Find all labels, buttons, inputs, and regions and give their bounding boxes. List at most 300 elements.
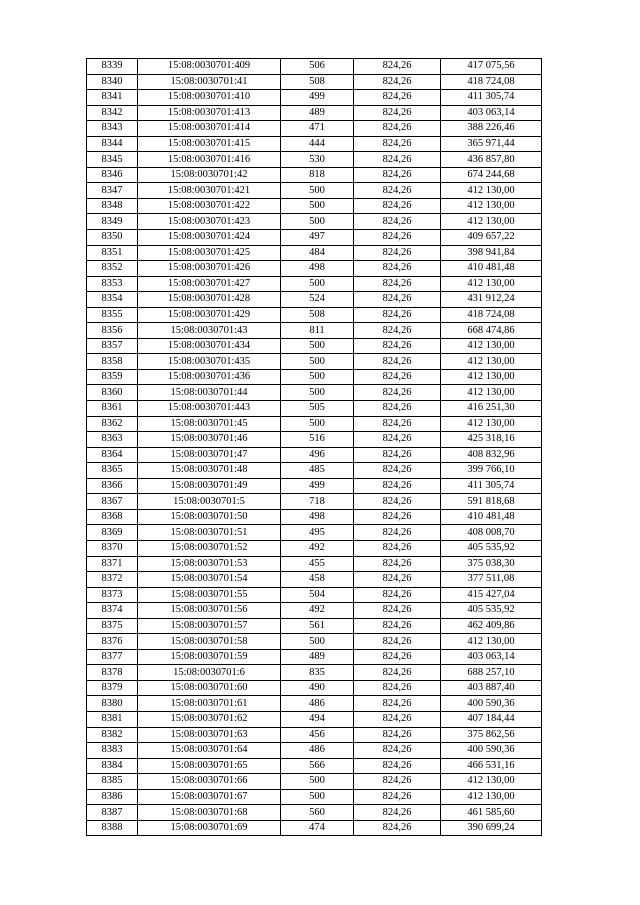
table-row	[87, 525, 542, 541]
cadastral-number-cell: 15:08:0030701:422	[138, 198, 281, 214]
table-row	[87, 711, 542, 727]
area-cell: 496	[281, 447, 354, 463]
rate-cell: 824,26	[354, 587, 441, 603]
area-cell: 492	[281, 540, 354, 556]
cadastral-number-cell: 15:08:0030701:62	[138, 711, 281, 727]
rate-cell: 824,26	[354, 121, 441, 137]
area-cell: 508	[281, 74, 354, 90]
cadastral-number-cell: 15:08:0030701:421	[138, 183, 281, 199]
rate-cell: 824,26	[354, 354, 441, 370]
row-number-cell: 8387	[87, 805, 138, 821]
table-row	[87, 478, 542, 494]
table-row	[87, 416, 542, 432]
table-row	[87, 245, 542, 261]
row-number-cell: 8339	[87, 59, 138, 75]
area-cell: 508	[281, 307, 354, 323]
cadastral-value-cell: 412 130,00	[441, 416, 542, 432]
cadastral-number-cell: 15:08:0030701:425	[138, 245, 281, 261]
cadastral-number-cell: 15:08:0030701:426	[138, 261, 281, 277]
cadastral-number-cell: 15:08:0030701:65	[138, 758, 281, 774]
cadastral-value-cell: 411 305,74	[441, 90, 542, 106]
cadastral-number-cell: 15:08:0030701:416	[138, 152, 281, 168]
cadastral-value-cell: 410 481,48	[441, 261, 542, 277]
rate-cell: 824,26	[354, 292, 441, 308]
table-row	[87, 509, 542, 525]
area-cell: 485	[281, 463, 354, 479]
cadastral-value-cell: 412 130,00	[441, 385, 542, 401]
table-row	[87, 292, 542, 308]
cadastral-value-cell: 405 535,92	[441, 603, 542, 619]
cadastral-value-cell: 390 699,24	[441, 820, 542, 836]
cadastral-value-cell: 436 857,80	[441, 152, 542, 168]
cadastral-number-cell: 15:08:0030701:50	[138, 509, 281, 525]
area-cell: 506	[281, 59, 354, 75]
cadastral-value-cell: 403 063,14	[441, 649, 542, 665]
area-cell: 471	[281, 121, 354, 137]
area-cell: 566	[281, 758, 354, 774]
rate-cell: 824,26	[354, 276, 441, 292]
table-row	[87, 90, 542, 106]
area-cell: 500	[281, 354, 354, 370]
area-cell: 497	[281, 230, 354, 246]
area-cell: 499	[281, 478, 354, 494]
row-number-cell: 8381	[87, 711, 138, 727]
cadastral-value-cell: 462 409,86	[441, 618, 542, 634]
cadastral-number-cell: 15:08:0030701:49	[138, 478, 281, 494]
row-number-cell: 8386	[87, 789, 138, 805]
table-row	[87, 59, 542, 75]
row-number-cell: 8370	[87, 540, 138, 556]
row-number-cell: 8352	[87, 261, 138, 277]
area-cell: 474	[281, 820, 354, 836]
area-cell: 500	[281, 416, 354, 432]
rate-cell: 824,26	[354, 711, 441, 727]
cadastral-number-cell: 15:08:0030701:67	[138, 789, 281, 805]
table-row	[87, 743, 542, 759]
cadastral-value-cell: 408 832,96	[441, 447, 542, 463]
area-cell: 530	[281, 152, 354, 168]
area-cell: 500	[281, 369, 354, 385]
rate-cell: 824,26	[354, 774, 441, 790]
table-row	[87, 820, 542, 836]
table-row	[87, 727, 542, 743]
cadastral-value-cell: 418 724,08	[441, 307, 542, 323]
area-cell: 811	[281, 323, 354, 339]
table-row	[87, 183, 542, 199]
area-cell: 516	[281, 432, 354, 448]
table-row	[87, 774, 542, 790]
cadastral-value-cell: 400 590,36	[441, 743, 542, 759]
row-number-cell: 8373	[87, 587, 138, 603]
cadastral-value-cell: 412 130,00	[441, 198, 542, 214]
row-number-cell: 8380	[87, 696, 138, 712]
area-cell: 486	[281, 696, 354, 712]
cadastral-number-cell: 15:08:0030701:413	[138, 105, 281, 121]
row-number-cell: 8365	[87, 463, 138, 479]
cadastral-number-cell: 15:08:0030701:6	[138, 665, 281, 681]
row-number-cell: 8344	[87, 136, 138, 152]
table-row	[87, 556, 542, 572]
cadastral-value-cell: 412 130,00	[441, 634, 542, 650]
cadastral-value-cell: 412 130,00	[441, 276, 542, 292]
cadastral-value-cell: 411 305,74	[441, 478, 542, 494]
row-number-cell: 8340	[87, 74, 138, 90]
row-number-cell: 8375	[87, 618, 138, 634]
cadastral-value-cell: 688 257,10	[441, 665, 542, 681]
area-cell: 561	[281, 618, 354, 634]
area-cell: 489	[281, 649, 354, 665]
row-number-cell: 8382	[87, 727, 138, 743]
table-row	[87, 105, 542, 121]
row-number-cell: 8347	[87, 183, 138, 199]
cadastral-value-cell: 408 008,70	[441, 525, 542, 541]
row-number-cell: 8376	[87, 634, 138, 650]
cadastral-value-cell: 412 130,00	[441, 183, 542, 199]
rate-cell: 824,26	[354, 540, 441, 556]
area-cell: 718	[281, 494, 354, 510]
row-number-cell: 8366	[87, 478, 138, 494]
rate-cell: 824,26	[354, 463, 441, 479]
cadastral-number-cell: 15:08:0030701:436	[138, 369, 281, 385]
area-cell: 489	[281, 105, 354, 121]
row-number-cell: 8372	[87, 572, 138, 588]
cadastral-number-cell: 15:08:0030701:427	[138, 276, 281, 292]
cadastral-number-cell: 15:08:0030701:59	[138, 649, 281, 665]
rate-cell: 824,26	[354, 105, 441, 121]
cadastral-number-cell: 15:08:0030701:410	[138, 90, 281, 106]
row-number-cell: 8368	[87, 509, 138, 525]
rate-cell: 824,26	[354, 820, 441, 836]
cadastral-value-cell: 410 481,48	[441, 509, 542, 525]
cadastral-value-cell: 425 318,16	[441, 432, 542, 448]
row-number-cell: 8354	[87, 292, 138, 308]
cadastral-number-cell: 15:08:0030701:41	[138, 74, 281, 90]
cadastral-value-cell: 409 657,22	[441, 230, 542, 246]
cadastral-number-cell: 15:08:0030701:56	[138, 603, 281, 619]
row-number-cell: 8353	[87, 276, 138, 292]
cadastral-value-cell: 412 130,00	[441, 214, 542, 230]
table-row	[87, 463, 542, 479]
cadastral-value-cell: 431 912,24	[441, 292, 542, 308]
rate-cell: 824,26	[354, 525, 441, 541]
cadastral-number-cell: 15:08:0030701:435	[138, 354, 281, 370]
table-row	[87, 136, 542, 152]
table-row	[87, 323, 542, 339]
row-number-cell: 8349	[87, 214, 138, 230]
row-number-cell: 8346	[87, 167, 138, 183]
table-row	[87, 276, 542, 292]
cadastral-value-cell: 674 244,68	[441, 167, 542, 183]
cadastral-number-cell: 15:08:0030701:53	[138, 556, 281, 572]
table-row	[87, 369, 542, 385]
cadastral-value-cell: 668 474,86	[441, 323, 542, 339]
area-cell: 458	[281, 572, 354, 588]
rate-cell: 824,26	[354, 789, 441, 805]
row-number-cell: 8359	[87, 369, 138, 385]
table-row	[87, 494, 542, 510]
table-row	[87, 649, 542, 665]
cadastral-value-cell: 412 130,00	[441, 354, 542, 370]
cadastral-value-cell: 377 511,08	[441, 572, 542, 588]
table-row	[87, 805, 542, 821]
rate-cell: 824,26	[354, 90, 441, 106]
row-number-cell: 8360	[87, 385, 138, 401]
cadastral-number-cell: 15:08:0030701:46	[138, 432, 281, 448]
row-number-cell: 8350	[87, 230, 138, 246]
area-cell: 500	[281, 214, 354, 230]
cadastral-value-cell: 466 531,16	[441, 758, 542, 774]
cadastral-value-cell: 375 862,56	[441, 727, 542, 743]
area-cell: 444	[281, 136, 354, 152]
area-cell: 492	[281, 603, 354, 619]
rate-cell: 824,26	[354, 416, 441, 432]
cadastral-number-cell: 15:08:0030701:428	[138, 292, 281, 308]
rate-cell: 824,26	[354, 743, 441, 759]
area-cell: 835	[281, 665, 354, 681]
area-cell: 456	[281, 727, 354, 743]
cadastral-number-cell: 15:08:0030701:68	[138, 805, 281, 821]
row-number-cell: 8358	[87, 354, 138, 370]
cadastral-number-cell: 15:08:0030701:47	[138, 447, 281, 463]
cadastral-number-cell: 15:08:0030701:64	[138, 743, 281, 759]
cadastral-number-cell: 15:08:0030701:43	[138, 323, 281, 339]
cadastral-value-cell: 415 427,04	[441, 587, 542, 603]
rate-cell: 824,26	[354, 572, 441, 588]
table-row	[87, 680, 542, 696]
rate-cell: 824,26	[354, 152, 441, 168]
cadastral-number-cell: 15:08:0030701:63	[138, 727, 281, 743]
cadastral-value-cell: 365 971,44	[441, 136, 542, 152]
table-row	[87, 354, 542, 370]
cadastral-value-cell: 388 226,46	[441, 121, 542, 137]
rate-cell: 824,26	[354, 167, 441, 183]
area-cell: 524	[281, 292, 354, 308]
area-cell: 560	[281, 805, 354, 821]
row-number-cell: 8363	[87, 432, 138, 448]
cadastral-number-cell: 15:08:0030701:54	[138, 572, 281, 588]
cadastral-value-cell: 418 724,08	[441, 74, 542, 90]
area-cell: 500	[281, 183, 354, 199]
rate-cell: 824,26	[354, 136, 441, 152]
rate-cell: 824,26	[354, 323, 441, 339]
row-number-cell: 8383	[87, 743, 138, 759]
area-cell: 486	[281, 743, 354, 759]
cadastral-value-cell: 412 130,00	[441, 369, 542, 385]
row-number-cell: 8384	[87, 758, 138, 774]
table-row	[87, 618, 542, 634]
rate-cell: 824,26	[354, 509, 441, 525]
rate-cell: 824,26	[354, 230, 441, 246]
rate-cell: 824,26	[354, 245, 441, 261]
table-row	[87, 540, 542, 556]
row-number-cell: 8378	[87, 665, 138, 681]
rate-cell: 824,26	[354, 665, 441, 681]
rate-cell: 824,26	[354, 696, 441, 712]
row-number-cell: 8356	[87, 323, 138, 339]
area-cell: 499	[281, 90, 354, 106]
table-row	[87, 230, 542, 246]
area-cell: 484	[281, 245, 354, 261]
cadastral-number-cell: 15:08:0030701:42	[138, 167, 281, 183]
table-row	[87, 572, 542, 588]
row-number-cell: 8367	[87, 494, 138, 510]
table-row	[87, 401, 542, 417]
area-cell: 498	[281, 261, 354, 277]
row-number-cell: 8342	[87, 105, 138, 121]
table-row	[87, 603, 542, 619]
row-number-cell: 8377	[87, 649, 138, 665]
table-row	[87, 307, 542, 323]
cadastral-number-cell: 15:08:0030701:45	[138, 416, 281, 432]
area-cell: 818	[281, 167, 354, 183]
row-number-cell: 8379	[87, 680, 138, 696]
cadastral-value-cell: 407 184,44	[441, 711, 542, 727]
table-row	[87, 634, 542, 650]
row-number-cell: 8355	[87, 307, 138, 323]
rate-cell: 824,26	[354, 478, 441, 494]
cadastral-number-cell: 15:08:0030701:48	[138, 463, 281, 479]
rate-cell: 824,26	[354, 758, 441, 774]
rate-cell: 824,26	[354, 805, 441, 821]
row-number-cell: 8369	[87, 525, 138, 541]
table-row	[87, 261, 542, 277]
cadastral-value-cell: 591 818,68	[441, 494, 542, 510]
cadastral-number-cell: 15:08:0030701:58	[138, 634, 281, 650]
rate-cell: 824,26	[354, 369, 441, 385]
rate-cell: 824,26	[354, 447, 441, 463]
cadastral-value-cell: 403 063,14	[441, 105, 542, 121]
cadastral-value-table	[86, 58, 542, 836]
rate-cell: 824,26	[354, 338, 441, 354]
table-row	[87, 121, 542, 137]
table-row	[87, 167, 542, 183]
cadastral-value-cell: 412 130,00	[441, 338, 542, 354]
rate-cell: 824,26	[354, 198, 441, 214]
row-number-cell: 8361	[87, 401, 138, 417]
table-row	[87, 432, 542, 448]
cadastral-number-cell: 15:08:0030701:429	[138, 307, 281, 323]
cadastral-value-cell: 412 130,00	[441, 789, 542, 805]
cadastral-number-cell: 15:08:0030701:51	[138, 525, 281, 541]
rate-cell: 824,26	[354, 649, 441, 665]
rate-cell: 824,26	[354, 618, 441, 634]
row-number-cell: 8343	[87, 121, 138, 137]
area-cell: 498	[281, 509, 354, 525]
table-body	[87, 59, 542, 836]
area-cell: 500	[281, 634, 354, 650]
table-row	[87, 447, 542, 463]
table-row	[87, 665, 542, 681]
area-cell: 505	[281, 401, 354, 417]
rate-cell: 824,26	[354, 214, 441, 230]
cadastral-number-cell: 15:08:0030701:434	[138, 338, 281, 354]
table-row	[87, 152, 542, 168]
rate-cell: 824,26	[354, 556, 441, 572]
cadastral-value-cell: 405 535,92	[441, 540, 542, 556]
area-cell: 500	[281, 276, 354, 292]
area-cell: 494	[281, 711, 354, 727]
row-number-cell: 8341	[87, 90, 138, 106]
rate-cell: 824,26	[354, 183, 441, 199]
cadastral-value-cell: 412 130,00	[441, 774, 542, 790]
row-number-cell: 8357	[87, 338, 138, 354]
cadastral-number-cell: 15:08:0030701:60	[138, 680, 281, 696]
area-cell: 495	[281, 525, 354, 541]
cadastral-value-cell: 399 766,10	[441, 463, 542, 479]
area-cell: 500	[281, 774, 354, 790]
table-row	[87, 74, 542, 90]
area-cell: 490	[281, 680, 354, 696]
rate-cell: 824,26	[354, 494, 441, 510]
table-row	[87, 696, 542, 712]
area-cell: 500	[281, 789, 354, 805]
table-row	[87, 198, 542, 214]
area-cell: 455	[281, 556, 354, 572]
cadastral-number-cell: 15:08:0030701:66	[138, 774, 281, 790]
cadastral-number-cell: 15:08:0030701:69	[138, 820, 281, 836]
area-cell: 504	[281, 587, 354, 603]
rate-cell: 824,26	[354, 385, 441, 401]
row-number-cell: 8364	[87, 447, 138, 463]
area-cell: 500	[281, 198, 354, 214]
cadastral-value-cell: 461 585,60	[441, 805, 542, 821]
area-cell: 500	[281, 338, 354, 354]
rate-cell: 824,26	[354, 261, 441, 277]
row-number-cell: 8385	[87, 774, 138, 790]
rate-cell: 824,26	[354, 727, 441, 743]
cadastral-value-cell: 400 590,36	[441, 696, 542, 712]
rate-cell: 824,26	[354, 432, 441, 448]
table-row	[87, 385, 542, 401]
row-number-cell: 8348	[87, 198, 138, 214]
rate-cell: 824,26	[354, 603, 441, 619]
table-row	[87, 214, 542, 230]
rate-cell: 824,26	[354, 401, 441, 417]
row-number-cell: 8345	[87, 152, 138, 168]
row-number-cell: 8374	[87, 603, 138, 619]
cadastral-number-cell: 15:08:0030701:409	[138, 59, 281, 75]
cadastral-number-cell: 15:08:0030701:415	[138, 136, 281, 152]
cadastral-number-cell: 15:08:0030701:423	[138, 214, 281, 230]
rate-cell: 824,26	[354, 634, 441, 650]
cadastral-number-cell: 15:08:0030701:61	[138, 696, 281, 712]
rate-cell: 824,26	[354, 307, 441, 323]
cadastral-number-cell: 15:08:0030701:57	[138, 618, 281, 634]
table-row	[87, 789, 542, 805]
rate-cell: 824,26	[354, 74, 441, 90]
table-row	[87, 338, 542, 354]
cadastral-number-cell: 15:08:0030701:44	[138, 385, 281, 401]
row-number-cell: 8388	[87, 820, 138, 836]
cadastral-value-cell: 417 075,56	[441, 59, 542, 75]
cadastral-number-cell: 15:08:0030701:5	[138, 494, 281, 510]
cadastral-value-cell: 403 887,40	[441, 680, 542, 696]
cadastral-number-cell: 15:08:0030701:52	[138, 540, 281, 556]
table-row	[87, 587, 542, 603]
rate-cell: 824,26	[354, 59, 441, 75]
cadastral-number-cell: 15:08:0030701:424	[138, 230, 281, 246]
cadastral-value-cell: 398 941,84	[441, 245, 542, 261]
cadastral-value-cell: 416 251,30	[441, 401, 542, 417]
row-number-cell: 8351	[87, 245, 138, 261]
area-cell: 500	[281, 385, 354, 401]
cadastral-number-cell: 15:08:0030701:443	[138, 401, 281, 417]
row-number-cell: 8362	[87, 416, 138, 432]
cadastral-value-cell: 375 038,30	[441, 556, 542, 572]
cadastral-number-cell: 15:08:0030701:55	[138, 587, 281, 603]
cadastral-number-cell: 15:08:0030701:414	[138, 121, 281, 137]
table-row	[87, 758, 542, 774]
